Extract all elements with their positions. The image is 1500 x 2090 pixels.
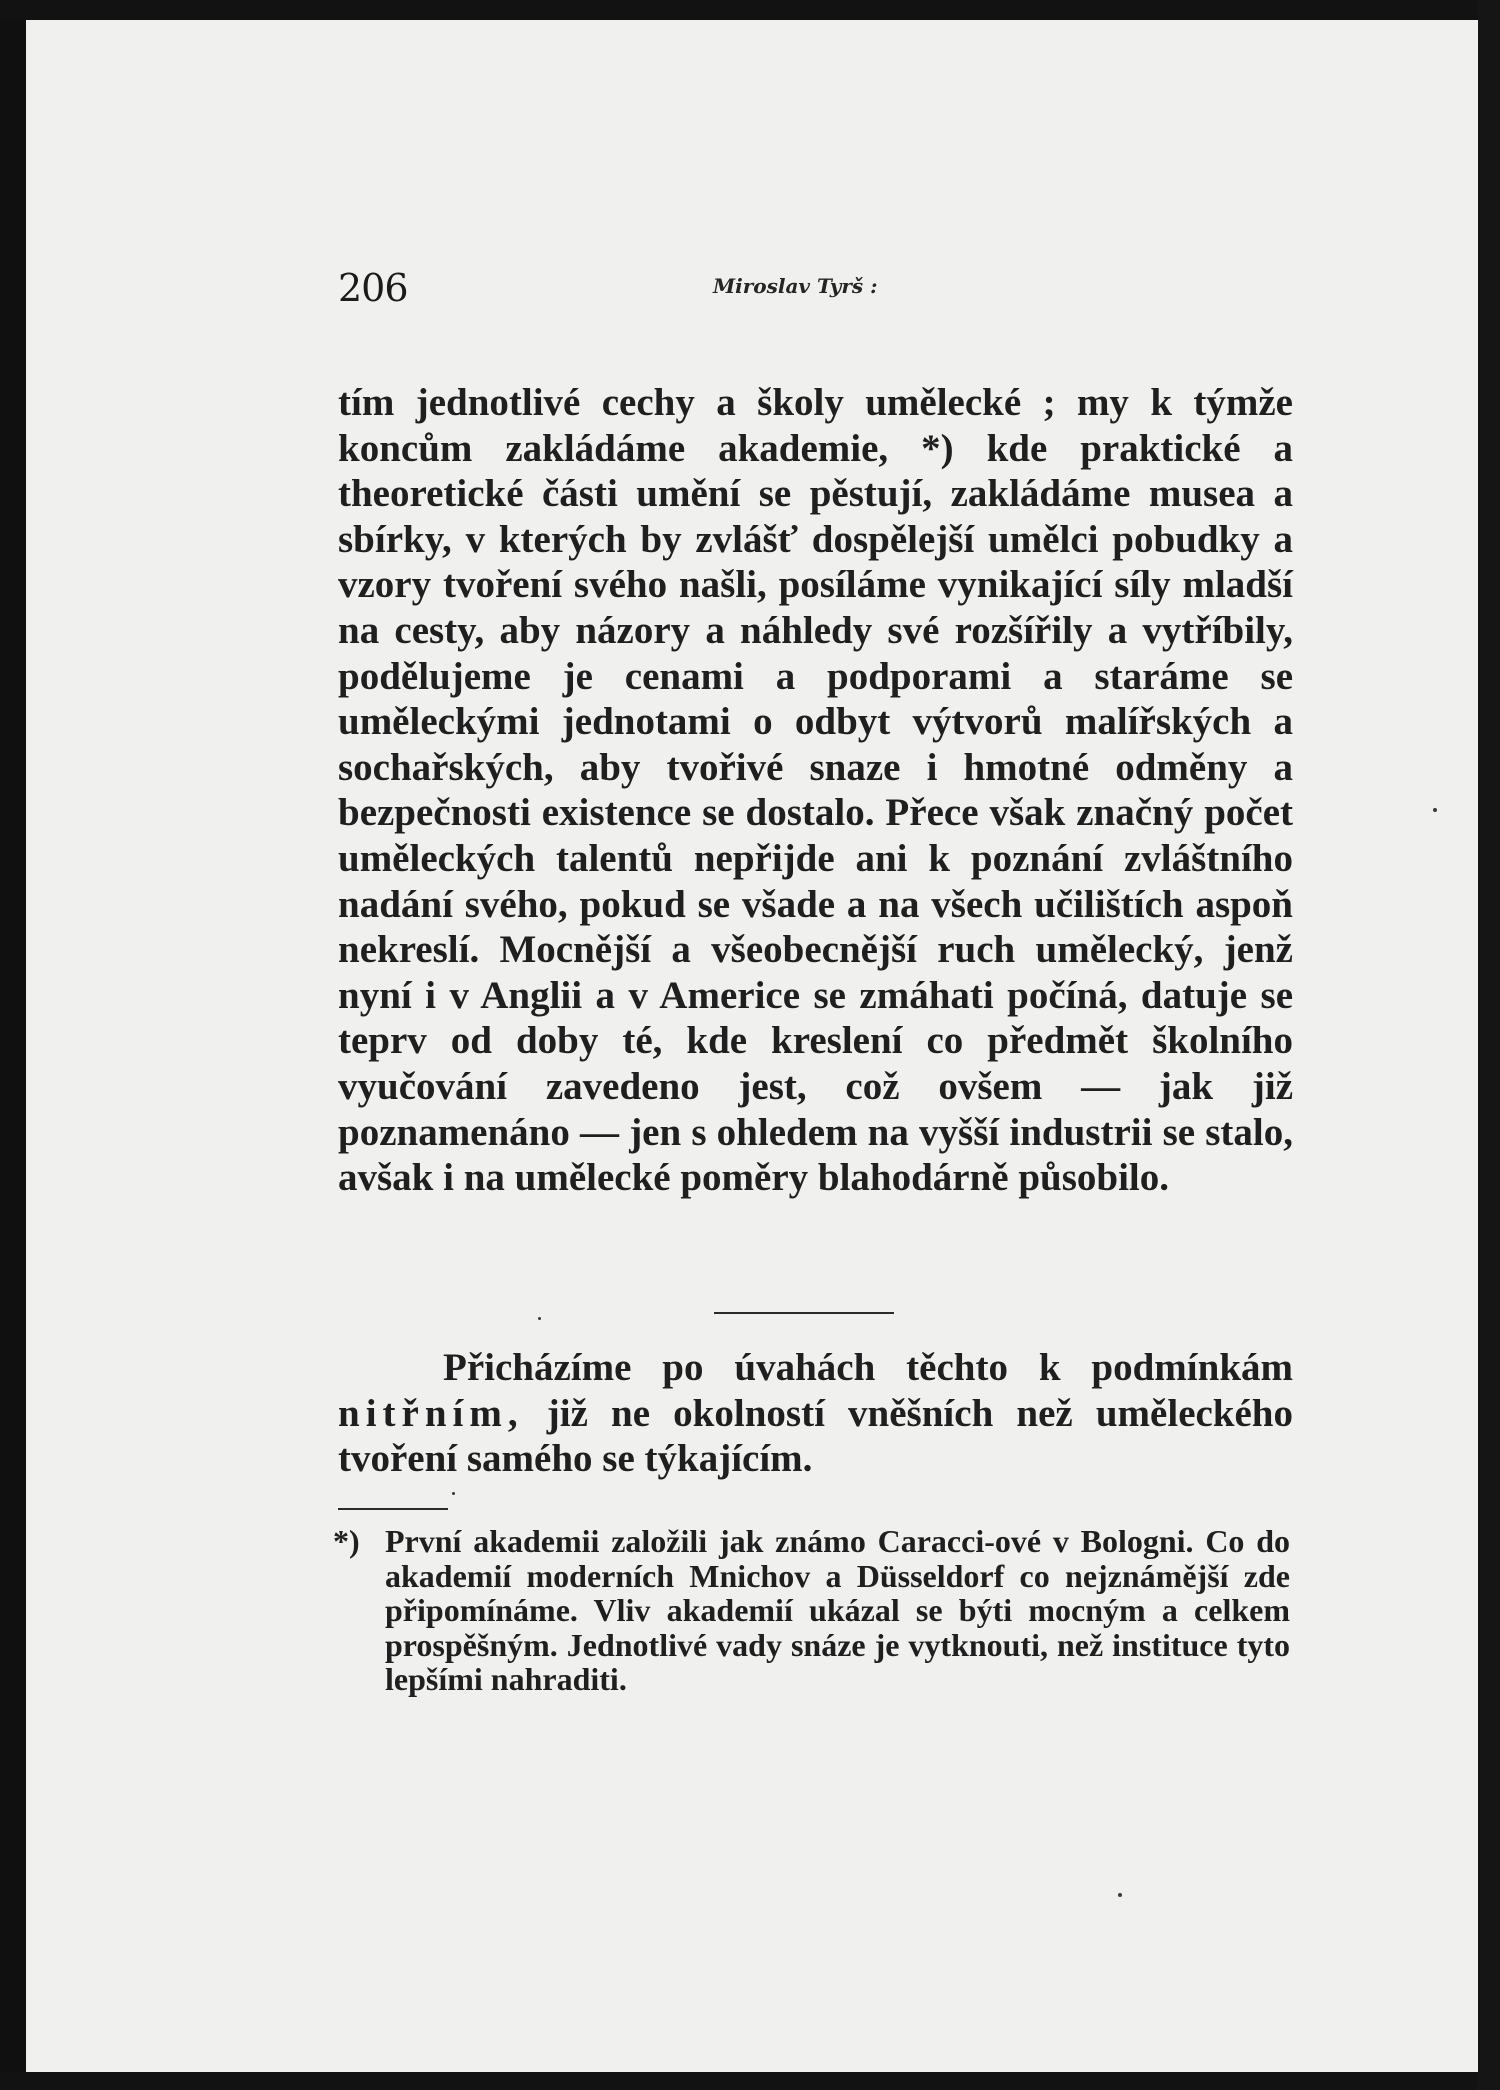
section-divider bbox=[714, 1312, 894, 1314]
emphasized-word: nitřním, bbox=[338, 1391, 524, 1435]
running-head bbox=[338, 266, 978, 316]
footnote-divider bbox=[338, 1508, 448, 1510]
paragraph-2-lead: Přicházíme po úvahách těchto k podmínkám bbox=[443, 1346, 1293, 1389]
scan-speck bbox=[538, 1317, 541, 1320]
scan-speck bbox=[452, 1492, 455, 1495]
footnote-marker: *) bbox=[333, 1523, 360, 1559]
scan-speck bbox=[1118, 1893, 1122, 1897]
footnote bbox=[333, 1523, 1290, 1697]
scan-speck bbox=[1433, 808, 1437, 812]
paragraph-2 bbox=[338, 1345, 1293, 1482]
paragraph-2-rest: již ne okolností vněšních než uměleckého tvoření samého se týkajícím. bbox=[338, 1391, 1293, 1481]
paragraph-1: tím jednotlivé cechy a školy umělecké ; my k týmže koncům zakládáme akademie, *) kde praktické a theoretické části umění se pěstují, zakládáme musea a sbírky, v kterých by zvlášť dospělejší umělci pobudky a vzory tvoření svého našli, posíláme vynikající síly mladší na cesty, aby názory a náhledy své rozšířily a vytříbily, podělujeme je cenami a podporami a staráme se uměleckými jednotami o odbyt výtvorů malířských a sochařských, aby tvořivé snaze i hmotné odměny a bezpečnosti existence se dostalo. Přece však značný počet uměleckých talentů nepřijde ani k poznání zvláštního nadání svého, pokud se všade a na všech učilištích aspoň nekreslí. Mocnější a všeobecnější ruch umělecký, jenž nyní i v Anglii a v Americe se zmáhati počíná, datuje se teprv od doby té, kde kreslení co předmět školního vyučování zavedeno jest, což ovšem — jak již poznamenáno — jen s ohledem na vyšší industrii se stalo, avšak i na umělecké poměry blahodárně působilo. bbox=[338, 381, 1293, 1200]
running-title: Miroslav Tyrš : bbox=[713, 274, 878, 298]
footnote-text: První akademii založili jak známo Caracci-ové v Bologni. Co do akademií moderních Mnichov a Düsseldorf co nejznámější zde připomínáme. Vliv akademií ukázal se býti mocným a celkem prospěšným. Jednotlivé vady snáze je vytknouti, než instituce tyto lepšími nahraditi. bbox=[385, 1523, 1290, 1697]
page-number: 206 bbox=[338, 266, 408, 310]
scan-top-border bbox=[0, 0, 1500, 20]
scan-bottom-border bbox=[0, 2072, 1500, 2090]
